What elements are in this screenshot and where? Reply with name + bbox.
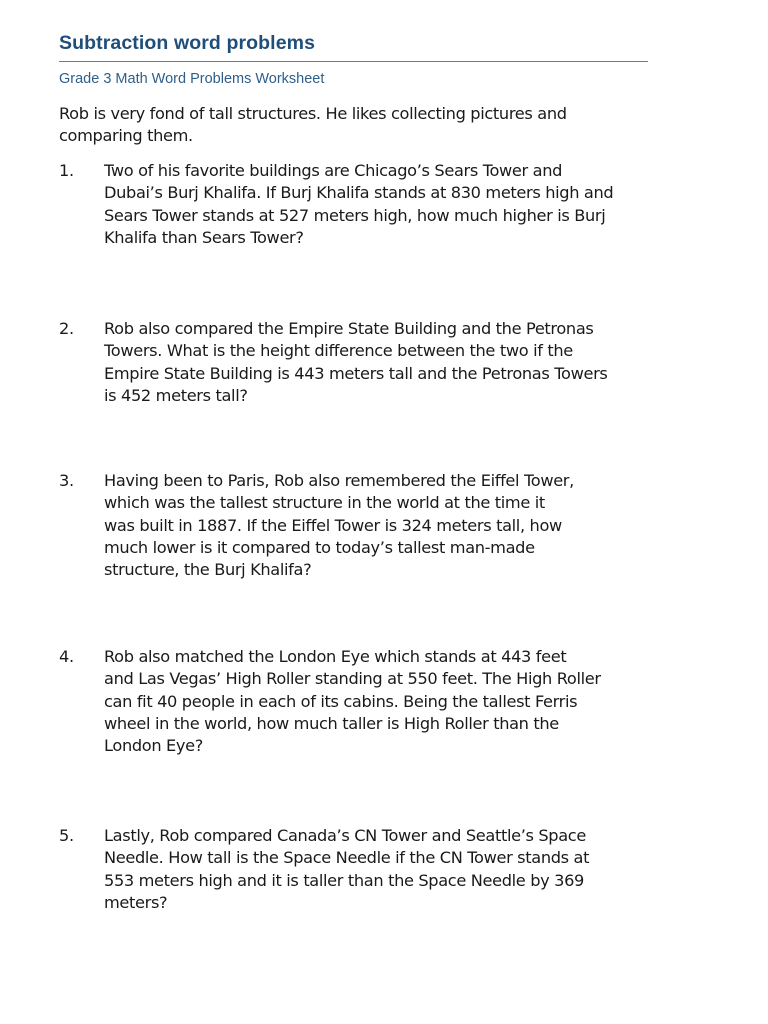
problem-text <box>104 318 659 407</box>
problem-line: Khalifa than Sears Tower? <box>104 227 304 247</box>
problem-text <box>104 160 659 249</box>
problem-line: structure, the Burj Khalifa? <box>104 560 312 580</box>
problem-number: 2. <box>59 319 74 338</box>
title-divider <box>59 61 648 62</box>
problem-number: 4. <box>59 647 74 666</box>
problem-line: meters? <box>104 892 168 912</box>
problem-line: Towers. What is the height difference between the two if the <box>104 341 573 361</box>
problem-line: was built in 1887. If the Eiffel Tower is 324 meters tall, how <box>104 515 562 535</box>
problem-line: is 452 meters tall? <box>104 385 248 405</box>
problem-line: much lower is it compared to today’s tallest man-made <box>104 537 535 557</box>
intro-paragraph <box>59 103 659 147</box>
problem-line: Two of his favorite buildings are Chicago’s Sears Tower and <box>104 161 563 180</box>
problem-text <box>104 470 659 581</box>
problem-line: wheel in the world, how much taller is High Roller than the <box>104 713 559 733</box>
problem-number: 5. <box>59 826 74 845</box>
problem-line: Dubai’s Burj Khalifa. If Burj Khalifa stands at 830 meters high and <box>104 183 614 203</box>
problem-number: 1. <box>59 161 74 180</box>
page-subtitle: Grade 3 Math Word Problems Worksheet <box>59 71 325 87</box>
page-title: Subtraction word problems <box>59 32 316 54</box>
problem-number: 3. <box>59 471 74 490</box>
problem-line: Rob also matched the London Eye which stands at 443 feet <box>104 647 567 666</box>
problem-line: London Eye? <box>104 736 203 756</box>
problem-line: Having been to Paris, Rob also remembered the Eiffel Tower, <box>104 471 574 490</box>
problem-line: Needle. How tall is the Space Needle if the CN Tower stands at <box>104 848 590 868</box>
problem-line: 553 meters high and it is taller than the Space Needle by 369 <box>104 870 585 890</box>
problem-line: which was the tallest structure in the world at the time it <box>104 493 545 513</box>
problem-line: Sears Tower stands at 527 meters high, how much higher is Burj <box>104 205 606 225</box>
intro-line: Rob is very fond of tall structures. He likes collecting pictures and <box>59 104 567 123</box>
problem-line: and Las Vegas’ High Roller standing at 550 feet. The High Roller <box>104 669 601 689</box>
problem-line: Lastly, Rob compared Canada’s CN Tower and Seattle’s Space <box>104 826 586 845</box>
problem-line: Empire State Building is 443 meters tall and the Petronas Towers <box>104 363 608 383</box>
intro-line: comparing them. <box>59 126 193 145</box>
problem-line: can fit 40 people in each of its cabins. Being the tallest Ferris <box>104 691 578 711</box>
problem-text <box>104 646 659 757</box>
problem-text <box>104 825 659 914</box>
problem-line: Rob also compared the Empire State Building and the Petronas <box>104 319 594 338</box>
